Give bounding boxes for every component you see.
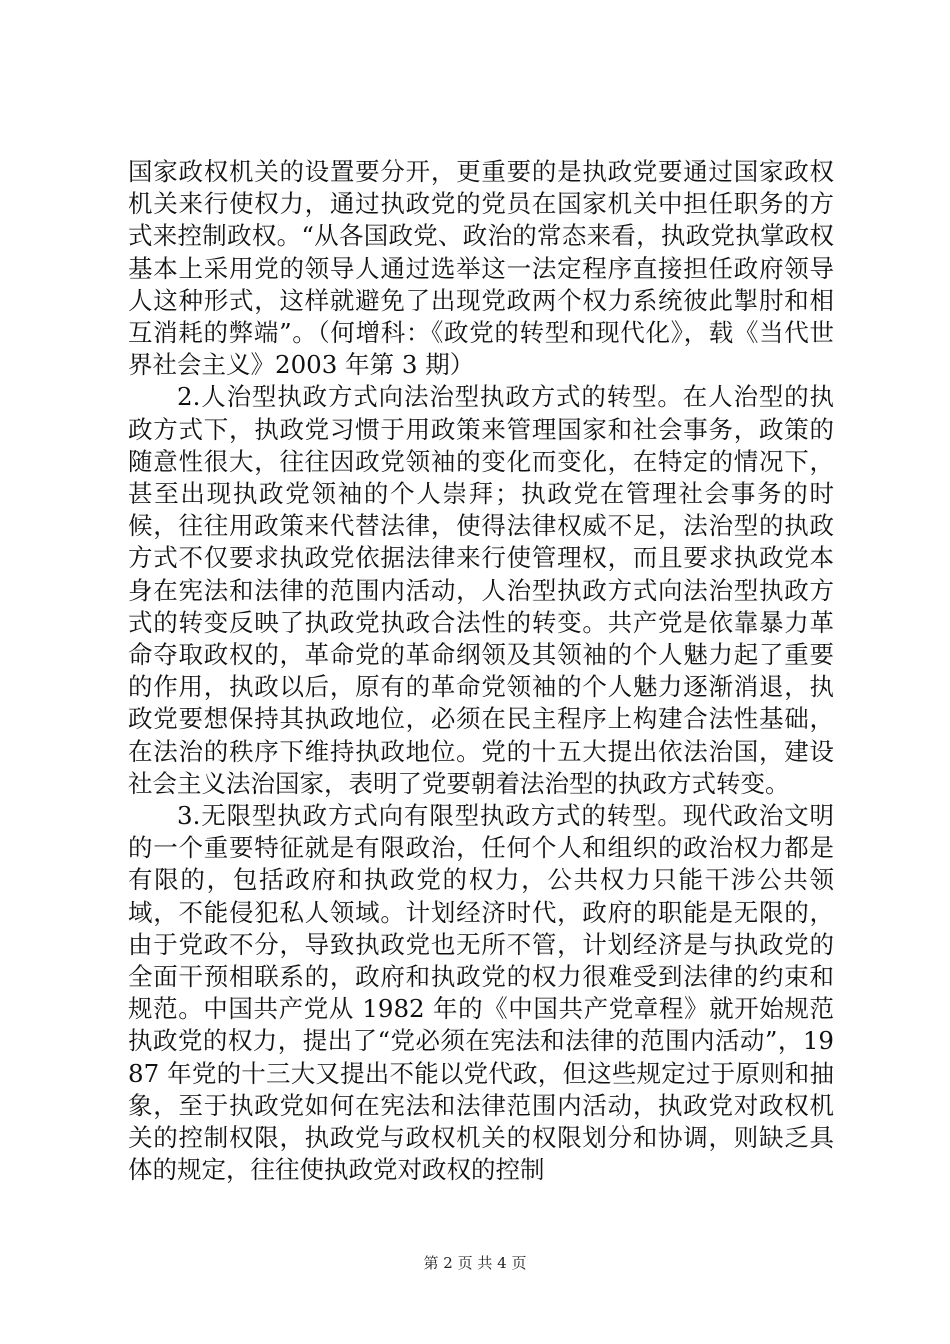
page-footer xyxy=(0,1252,950,1273)
page-number-label: 第 2 页 共 4 页 xyxy=(423,1254,527,1272)
paragraph-rule-of-law-transition: 2.人治型执政方式向法治型执政方式的转型。在人治型的执政方式下，执政党习惯于用政策来管理国家和社会事务，政策的随意性很大，往往因政党领袖的变化而变化，在特定的情况下，甚至出现执政党领袖的个人崇拜；执政党在管理社会事务的时候，往往用政策来代替法律，使得法律权威不足，法治型的执政方式不仅要求执政党依据法律来行使管理权，而且要求执政党本身在宪法和法律的范围内活动，人治型执政方式向法治型执政方式的转变反映了执政党执政合法性的转变。共产党是依靠暴力革命夺取政权的，革命党的革命纲领及其领袖的个人魅力起了重要的作用，执政以后，原有的革命党领袖的个人魅力逐渐消退，执政党要想保持其执政地位，必须在民主程序上构建合法性基础，在法治的秩序下维持执政地位。党的十五大提出依法治国，建设社会主义法治国家，表明了党要朝着法治型的执政方式转变。 xyxy=(128,382,834,798)
document-body xyxy=(128,156,834,1187)
paragraph-continuation: 国家政权机关的设置要分开，更重要的是执政党要通过国家政权机关来行使权力，通过执政党的党员在国家机关中担任职务的方式来控制政权。“从各国政党、政治的常态来看，执政党执掌政权基本上采用党的领导人通过选举这一法定程序直接担任政府领导人这种形式，这样就避免了出现党政两个权力系统彼此掣肘和相互消耗的弊端”。（何增科：《政党的转型和现代化》，载《当代世界社会主义》2003 年第 3 期） xyxy=(128,157,834,380)
paragraph-limited-governance-transition: 3.无限型执政方式向有限型执政方式的转型。现代政治文明的一个重要特征就是有限政治，任何个人和组织的政治权力都是有限的，包括政府和执政党的权力，公共权力只能干涉公共领域，不能侵犯私人领域。计划经济时代，政府的职能是无限的，由于党政不分，导致执政党也无所不管，计划经济是与执政党的全面干预相联系的，政府和执政党的权力很难受到法律的约束和规范。中国共产党从 1982 年的《中国共产党章程》就开始规范执政党的权力，提出了“党必须在宪法和法律的范围内活动”，1987 年党的十三大又提出不能以党代政，但这些规定过于原则和抽象，至于执政党如何在宪法和法律范围内活动，执政党对政权机关的控制权限，执政党与政权机关的权限划分和协调，则缺乏具体的规定，往往使执政党对政权的控制 xyxy=(128,801,834,1185)
